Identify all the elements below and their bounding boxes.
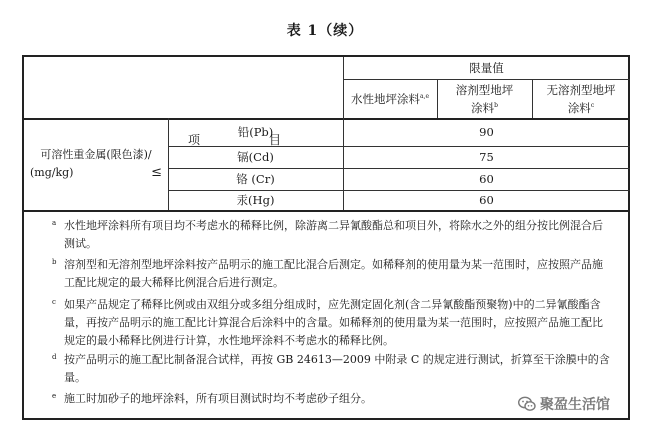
le-symbol: ≤: [151, 165, 162, 180]
table-row-name: 铅(Pb): [237, 125, 274, 139]
wechat-icon: [518, 396, 536, 412]
footnote-e: e 施工时加砂子的地坪涂料，所有项目测试时均不考虑砂子组分。: [52, 392, 372, 405]
watermark: [518, 394, 610, 414]
table-row-name: 汞(Hg): [236, 193, 275, 207]
footnote-c: c 如果产品规定了稀释比例或由双组分或多组分组成时，应先测定固化剂(含二异氰酸酯预聚物)中的二异氰酸酯含量，再按产品明示的施工配比计算混合后涂料中的含量。如稀释剂的使用量为某一范围时，应按照产品施工配比规定的最小稀释比例进行计算，水性地坪涂料不考虑水的稀释比例。: [52, 298, 603, 347]
table-row-value: 75: [479, 150, 494, 164]
col-header-nosolvent: 无溶剂型地坪 涂料$^c$: [546, 82, 616, 115]
col-header-water: 水性地坪涂料$^{a,e}$: [350, 91, 430, 106]
table-row-name: 镉(Cd): [237, 150, 274, 164]
limit-header: 限量值: [469, 61, 504, 75]
group-label-cell: [24, 118, 168, 210]
col-header-solvent: 溶剂型地坪 涂料$^b$: [455, 82, 514, 115]
table-row-value: 90: [479, 125, 494, 139]
table-caption: 表 1（续）: [286, 23, 364, 39]
item-header-label-2: 目: [269, 133, 282, 147]
table-row-value: 60: [479, 172, 494, 186]
footnote-d: d 按产品明示的施工配比制备混合试样，再按 GB 24613—2009 中附录 C 的规定进行测试，折算至干涂膜中的含量。: [52, 353, 610, 384]
footnote-a: a 水性地坪涂料所有项目均不考虑水的稀释比例，除游离二异氰酸酯总和项目外，将除水之外的组分按比例混合后测试。: [52, 219, 603, 250]
standard-table: [22, 55, 630, 420]
watermark-text: 聚盈生活馆: [540, 397, 610, 413]
table-row-value: 60: [479, 193, 494, 207]
footnote-b: b 溶剂型和无溶剂型地坪涂料按产品明示的施工配比混合后测定。如稀释剂的使用量为某一范围时，应按照产品施工配比规定的最大稀释比例混合后进行测定。: [52, 258, 603, 289]
group-unit: (mg/kg): [30, 166, 74, 179]
item-header-label-1: 项: [188, 133, 201, 147]
table-row-name: 铬 (Cr): [236, 172, 275, 186]
group-label-line-1: 可溶性重金属(限色漆)/: [40, 148, 152, 161]
rule-table-bottom: [24, 210, 630, 212]
